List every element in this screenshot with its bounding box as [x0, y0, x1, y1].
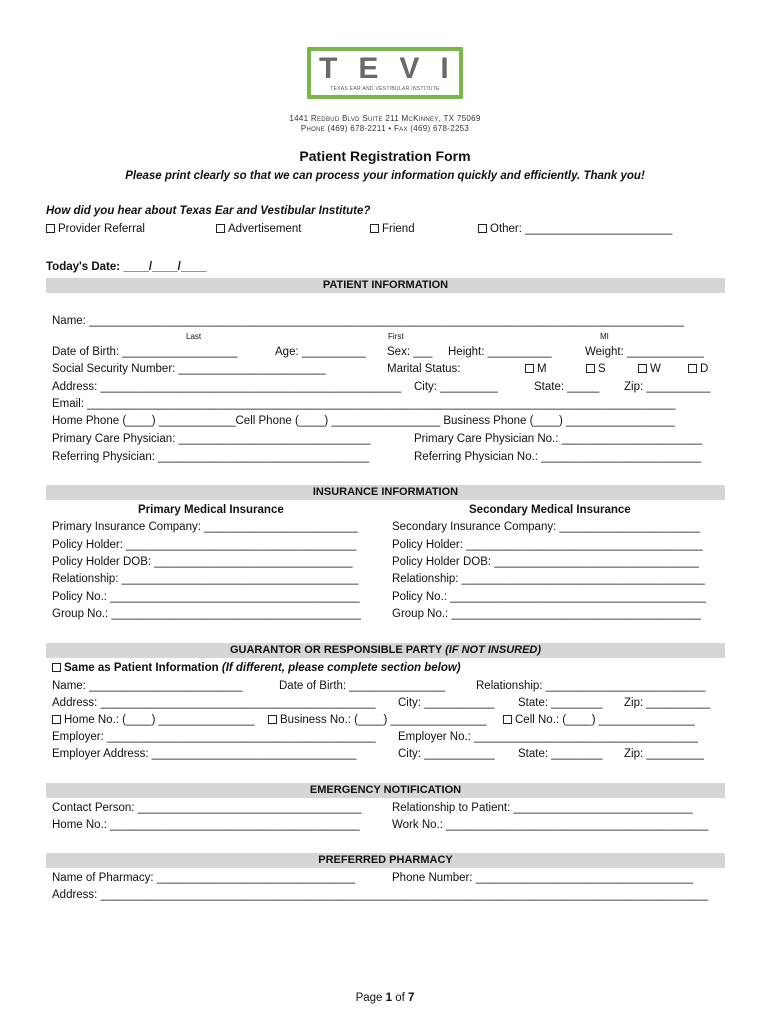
referral-other-label: Other: _______________________ [490, 223, 673, 235]
guarantor-cell-label: Cell No.: (____) _______________ [515, 714, 695, 726]
guarantor-header-note: (IF NOT INSURED) [445, 644, 542, 656]
pharmacy-header: PREFERRED PHARMACY [46, 853, 725, 868]
guarantor-state-field[interactable]: State: ________ [518, 697, 603, 709]
emergency-relationship-field[interactable]: Relationship to Patient: ____________________________ [392, 802, 693, 814]
pharmacy-name-field[interactable]: Name of Pharmacy: _______________________________ [52, 872, 356, 884]
marital-status-label: Marital Status: [387, 363, 461, 375]
employer-field[interactable]: Employer: __________________________________________ [52, 731, 376, 743]
pharmacy-phone-field[interactable]: Phone Number: __________________________________ [392, 872, 694, 884]
phone-numbers-field[interactable]: Home Phone (____) ____________Cell Phone (____) _________________ Business Phone (____) _________________ [52, 415, 675, 427]
checkbox-icon[interactable] [216, 224, 225, 233]
guarantor-business-option[interactable] [268, 713, 487, 727]
primary-policy-field[interactable]: Policy No.: _______________________________________ [52, 591, 360, 603]
weight-field[interactable]: Weight: ____________ [585, 346, 704, 358]
checkbox-icon[interactable] [268, 715, 277, 724]
referral-other-option[interactable] [478, 222, 672, 236]
pharmacy-address-field[interactable]: Address: _______________________________________________________________________________________________ [52, 889, 709, 901]
guarantor-zip-field[interactable]: Zip: __________ [624, 697, 711, 709]
guarantor-home-label: Home No.: (____) _______________ [64, 714, 255, 726]
dob-field[interactable]: Date of Birth: __________________ [52, 346, 238, 358]
age-field[interactable]: Age: __________ [275, 346, 366, 358]
address-line-2: Phone (469) 678-2211 • Fax (469) 678-2253 [300, 124, 470, 133]
checkbox-icon[interactable] [586, 364, 595, 373]
address-field[interactable]: Address: _______________________________________________ [52, 381, 402, 393]
employer-city-field[interactable]: City: ___________ [398, 748, 495, 760]
first-name-label: First [388, 332, 404, 341]
same-as-patient-label: Same as Patient Information [64, 662, 222, 674]
guarantor-dob-field[interactable]: Date of Birth: _______________ [279, 680, 446, 692]
employer-address-field[interactable]: Employer Address: ________________________________ [52, 748, 357, 760]
middle-initial-label: MI [600, 332, 609, 341]
secondary-policy-field[interactable]: Policy No.: ________________________________________ [392, 591, 706, 603]
referral-provider-option[interactable] [46, 222, 145, 236]
form-title: Patient Registration Form [299, 148, 471, 164]
zip-field[interactable]: Zip: __________ [624, 381, 711, 393]
patient-name-field[interactable]: Name: _____________________________________________________________________________________________ [52, 315, 684, 327]
last-name-label: Last [186, 332, 202, 341]
referral-provider-label: Provider Referral [58, 223, 145, 235]
checkbox-icon[interactable] [370, 224, 379, 233]
marital-m-option[interactable] [525, 362, 547, 376]
page-label: Page [355, 992, 386, 1004]
employer-zip-field[interactable]: Zip: _________ [624, 748, 704, 760]
email-field[interactable]: Email: ____________________________________________________________________________________________ [52, 398, 676, 410]
referral-question: How did you hear about Texas Ear and Vestibular Institute? [46, 205, 371, 217]
guarantor-cell-option[interactable] [503, 713, 695, 727]
guarantor-city-field[interactable]: City: ___________ [398, 697, 495, 709]
logo-tagline: TEXAS EAR AND VESTIBULAR INSTITUTE [330, 86, 440, 92]
guarantor-home-option[interactable] [52, 713, 255, 727]
secondary-company-field[interactable]: Secondary Insurance Company: ______________________ [392, 521, 701, 533]
patient-info-header: PATIENT INFORMATION [46, 278, 725, 293]
referral-friend-option[interactable] [370, 222, 415, 236]
secondary-insurance-heading: Secondary Medical Insurance [469, 504, 631, 516]
same-as-patient-note: (If different, please complete section below) [221, 662, 461, 674]
emergency-home-field[interactable]: Home No.: _______________________________________ [52, 819, 360, 831]
page-of-label: of [392, 992, 409, 1004]
marital-m-label: M [537, 363, 547, 375]
tevi-logo [307, 47, 470, 99]
sex-field[interactable]: Sex: ___ [387, 346, 433, 358]
guarantor-address-field[interactable]: Address: ___________________________________________ [52, 697, 376, 709]
pcp-field[interactable]: Primary Care Physician: ______________________________ [52, 433, 371, 445]
height-field[interactable]: Height: __________ [448, 346, 552, 358]
guarantor-header [46, 643, 725, 658]
emergency-contact-field[interactable]: Contact Person: ___________________________________ [52, 802, 362, 814]
marital-d-option[interactable] [688, 362, 708, 376]
employer-state-field[interactable]: State: ________ [518, 748, 603, 760]
checkbox-icon[interactable] [478, 224, 487, 233]
marital-s-label: S [598, 363, 606, 375]
referral-advertisement-label: Advertisement [228, 223, 302, 235]
marital-s-option[interactable] [586, 362, 606, 376]
city-field[interactable]: City: _________ [414, 381, 498, 393]
guarantor-business-label: Business No.: (____) _______________ [280, 714, 487, 726]
secondary-holder-dob-field[interactable]: Policy Holder DOB: ________________________________ [392, 556, 699, 568]
referring-physician-number-field[interactable]: Referring Physician No.: _________________________ [414, 451, 702, 463]
referral-friend-label: Friend [382, 223, 415, 235]
secondary-group-field[interactable]: Group No.: _______________________________________ [392, 608, 701, 620]
primary-holder-field[interactable]: Policy Holder: ____________________________________ [52, 539, 357, 551]
ssn-field[interactable]: Social Security Number: _______________________ [52, 363, 326, 375]
checkbox-icon[interactable] [52, 663, 61, 672]
guarantor-name-field[interactable]: Name: ________________________ [52, 680, 243, 692]
marital-w-option[interactable] [638, 362, 661, 376]
address-line-1: 1441 Redbud Blvd Suite 211 McKinney, TX 75069 [289, 114, 481, 123]
primary-insurance-heading: Primary Medical Insurance [138, 504, 284, 516]
same-as-patient-option[interactable] [52, 661, 461, 675]
checkbox-icon[interactable] [46, 224, 55, 233]
guarantor-relationship-field[interactable]: Relationship: _________________________ [476, 680, 706, 692]
emergency-work-field[interactable]: Work No.: _________________________________________ [392, 819, 709, 831]
total-pages: 7 [408, 992, 415, 1004]
insurance-info-header: INSURANCE INFORMATION [46, 485, 725, 500]
current-page: 1 [385, 992, 393, 1004]
primary-company-field[interactable]: Primary Insurance Company: ________________________ [52, 521, 358, 533]
primary-group-field[interactable]: Group No.: _______________________________________ [52, 608, 361, 620]
page-number [0, 992, 770, 1004]
checkbox-icon[interactable] [688, 364, 697, 373]
checkbox-icon[interactable] [638, 364, 647, 373]
guarantor-header-label: GUARANTOR OR RESPONSIBLE PARTY [229, 644, 446, 656]
primary-relationship-field[interactable]: Relationship: _____________________________________ [52, 573, 359, 585]
primary-holder-dob-field[interactable]: Policy Holder DOB: _______________________________ [52, 556, 353, 568]
employer-number-field[interactable]: Employer No.: ___________________________________ [398, 731, 698, 743]
form-subtitle: Please print clearly so that we can process your information quickly and efficiently. Thank you! [125, 170, 645, 182]
marital-w-label: W [650, 363, 661, 375]
pcp-number-field[interactable]: Primary Care Physician No.: ______________________ [414, 433, 703, 445]
logo-letters: TEVI [319, 52, 470, 85]
emergency-header: EMERGENCY NOTIFICATION [46, 783, 725, 798]
checkbox-icon[interactable] [52, 715, 61, 724]
secondary-relationship-field[interactable]: Relationship: ______________________________________ [392, 573, 705, 585]
state-field[interactable]: State: _____ [534, 381, 600, 393]
referral-advertisement-option[interactable] [216, 222, 302, 236]
marital-d-label: D [700, 363, 709, 375]
todays-date-field[interactable]: Today's Date: ____/____/____ [46, 261, 207, 273]
secondary-holder-field[interactable]: Policy Holder: _____________________________________ [392, 539, 703, 551]
checkbox-icon[interactable] [525, 364, 534, 373]
checkbox-icon[interactable] [503, 715, 512, 724]
referring-physician-field[interactable]: Referring Physician: _________________________________ [52, 451, 370, 463]
